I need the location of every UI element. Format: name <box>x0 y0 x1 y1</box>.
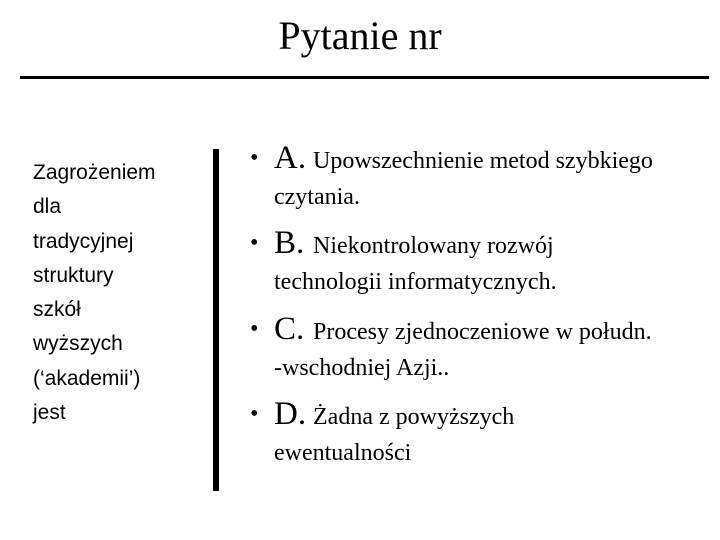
answer-letter: B. <box>274 225 305 261</box>
answer-text: Niekontrolowany rozwój <box>313 233 554 259</box>
answer-option-b <box>250 225 720 295</box>
answer-text-continued: technologii informatycznych. <box>274 269 557 295</box>
question-text <box>33 156 208 430</box>
answer-letter: D. <box>274 396 307 432</box>
question-line: wyższych <box>33 332 123 356</box>
bullet-icon: • <box>250 145 259 171</box>
question-line: Zagrożeniem <box>33 161 156 184</box>
slide-title: Pytanie nr <box>278 13 442 58</box>
answer-option-a <box>250 140 720 210</box>
bullet-icon: • <box>250 230 259 256</box>
answer-text: Upowszechnienie metod szybkiego <box>313 148 653 174</box>
answer-letter: C. <box>274 311 305 347</box>
question-line: szkół <box>33 298 81 322</box>
question-line: tradycyjnej <box>33 229 134 253</box>
answer-option-d <box>250 396 720 466</box>
answer-letter: A. <box>274 140 307 176</box>
question-line: dla <box>33 195 62 219</box>
question-line: struktury <box>33 263 114 287</box>
answer-text-continued: -wschodniej Azji.. <box>274 355 450 381</box>
answer-text-continued: czytania. <box>274 184 360 210</box>
bullet-icon: • <box>250 316 259 342</box>
bullet-icon: • <box>250 401 259 427</box>
answer-text-continued: ewentualności <box>274 440 412 466</box>
vertical-divider <box>213 149 219 491</box>
answer-text: Procesy zjednoczeniowe w połudn. <box>313 319 652 345</box>
question-line: jest <box>33 401 66 425</box>
title-underline <box>20 76 709 79</box>
answer-text: Żadna z powyższych <box>313 404 515 430</box>
answer-option-c <box>250 311 720 381</box>
question-line: (‘akademii’) <box>33 366 141 390</box>
